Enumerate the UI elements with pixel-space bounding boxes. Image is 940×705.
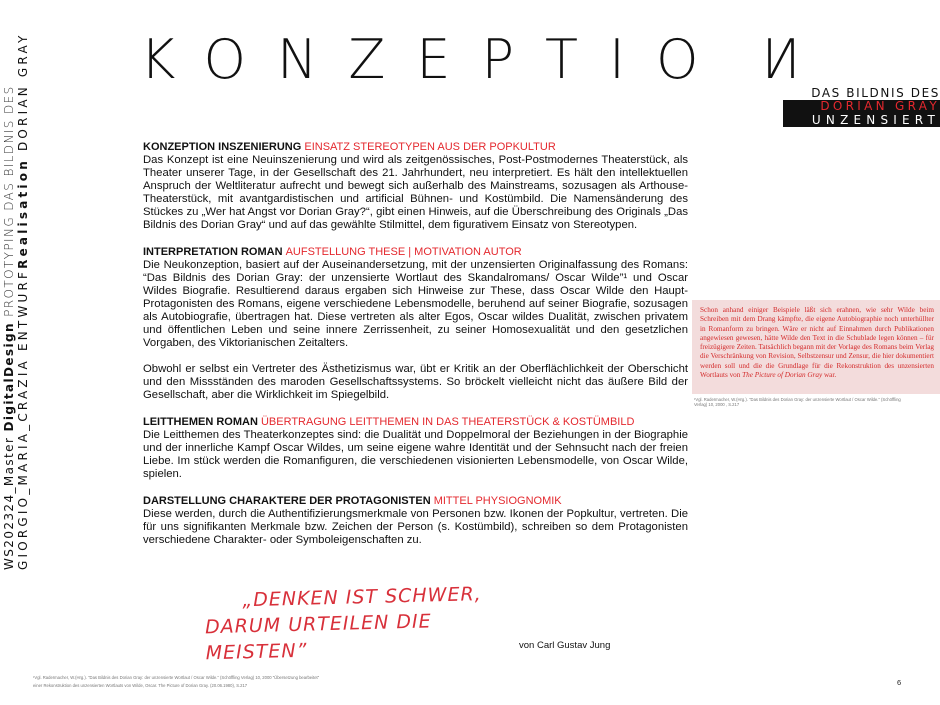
side-course-bold: DigitalDesign [2, 322, 16, 432]
section-darstellung [143, 495, 688, 547]
sidenote-quote: Schon anhand einiger Beispiele läßt sich erahnen, wie sehr Wilde beim Schreiben mit dem Drang kämpfte, die eigene Autobiographie noch unterhüllter in Romanform zu bringen. Wäre er nicht auf Einnahmen durch Publikationen angewiesen gewesen, hätte Wilde den Text in die Schublade legen können – für freizügigere Zeiten. Tatsächlich begann mit der Vorlage des Romans beim Verlag die Verschränkung von Revision, Selbstzensur und Zensur, die hier dokumentiert werden soll und die die Grundlage für die Rekonstruktion des unzensierten Wortlauts von The Picture of Dorian Gray war. [692, 300, 940, 394]
handwritten-quote [204, 580, 536, 667]
section-heading: KONZEPTION INSZENIERUNG EINSATZ STEREOTYPEN AUS DER POPKULTUR [143, 141, 556, 153]
badge-line-1: DAS BILDNIS DES [811, 86, 940, 100]
section-heading: LEITTHEMEN ROMAN ÜBERTRAGUNG LEITTHEMEN IN DAS THEATERSTÜCK & KOSTÜMBILD [143, 416, 635, 428]
section-leitthemen [143, 416, 688, 481]
main-text [143, 141, 688, 561]
quote-author: von Carl Gustav Jung [519, 640, 611, 651]
project-badge [783, 86, 940, 127]
page-title: KONZEPTION [140, 28, 801, 91]
side-subject: DORIAN GRAY [16, 32, 30, 159]
title-mirrored-letter: N [729, 28, 801, 91]
side-project: PROTOTYPING DAS BILDNIS DES [2, 85, 16, 323]
paragraph: Obwohl er selbst ein Vertreter des Ästhetizismus war, übt er Kritik an der Oberflächlichkeit der Oberschicht und den Missständen des maroden Gesellschaftssystems. So bröckelt vielleicht nicht das äußere Bild der Gesellschaft, aber die Wirklichkeit im Spiegelbild. [143, 363, 688, 401]
page-number: 6 [897, 678, 902, 687]
section-interpretation [143, 246, 688, 402]
vertical-side-label [2, 30, 30, 570]
paragraph: Das Konzept ist eine Neuinszenierung und wird als zeitgenössisches, Post-Postmodernes Theaterstück, als Theater unserer Tage, in der Gesellschaft des 21. Jahrhundert, neu interpretiert. Es hält den intellektuellen Anspruch der Weltliteratur aufrecht und bewegt sich außerhalb des Mainstreams, sozusagen als Arthouse-Theaterstück, mit avantgardistischen und artificial Bühnen- und Kostümbild. Die Namensänderung des Stückes zu „Wer hat Angst vor Dorian Gray?“, gibt einen Hinweis, auf die Überschreibung des Originals „Das Bildnis des Dorian Gray“ und auf das gewählte Stilmittel, dem figurativem Einsatz von Stereotypen. [143, 154, 688, 231]
footnote [33, 674, 453, 690]
section-heading: DARSTELLUNG CHARAKTERE DER PROTAGONISTEN MITTEL PHYSIOGNOMIK [143, 495, 562, 507]
footnote-line-2: einer Rekonstruktion des unzensierten Wortlauts von Wilde, Oscar. The Picture of Dorian Gray. (20.06.1980), S.217 [33, 683, 248, 688]
section-heading: INTERPRETATION ROMAN AUFSTELLUNG THESE | MOTIVATION AUTOR [143, 246, 522, 258]
section-accent: AUFSTELLUNG THESE | MOTIVATION AUTOR [285, 246, 522, 258]
paragraph: Diese werden, durch die Authentifizierungsmerkmale von Personen bzw. Ikonen der Popkultur, vertreten. Die für uns signifikanten Merkmale bzw. Zeichen der Person (s. Kostümbild), schreiben so dem Protagonisten verschiedene Charakter- oder Symboleigenschaften zu. [143, 508, 688, 546]
side-course: WS202324_Master [2, 431, 16, 570]
sidenote-book-title: The Picture of Dorian Gray [742, 371, 823, 380]
quote-line-2: DARUM URTEILEN DIE MEISTEN” [204, 610, 432, 665]
section-konzeption [143, 141, 688, 232]
footnote-line-1: ¹Vgl. Radermacher, W.(Hrg.). “Das Bildnis des Dorian Gray: der unzensierte Wortlaut / Oscar Wilde.” (Schöffling Verlag) 10, 2000 “Übersetzung bearbeitet” [33, 675, 320, 680]
section-accent: EINSATZ STEREOTYPEN AUS DER POPKULTUR [304, 141, 556, 153]
badge-line-2: DORIAN GRAY [783, 100, 940, 113]
side-author: GIORGIO_MARIA_CRAZIA ENTWURF [16, 268, 30, 570]
badge-line-3: UNZENSIERT [783, 113, 940, 127]
paragraph: Die Neukonzeption, basiert auf der Auseinandersetzung, mit der unzensierten Originalfassung des Romans: “Das Bildnis des Dorian Gray: der unzensierte Wortlaut des Skandalromans/ Oscar Wilde”¹ und Oscar Wildes Biografie. Resultierend daraus ergaben sich Hinweise zur These, dass Oscar Wilde den Haupt-Protagonisten des Romans, eigene verschiedene Lebensmodelle, beruhend auf seiner Biografie, sozusagen als Autobiografie, übertragen hat. Diese vertreten als alter Egos, Oscar wildes Dualität, zwischen privatem und öffentlichen Leben und seine innere Zerrissenheit, zu seiner Homosexualität und den gesetzlichen Vorgaben, des Viktorianischen Zeitalters. [143, 259, 688, 349]
section-accent: MITTEL PHYSIOGNOMIK [433, 495, 562, 507]
paragraph: Die Leitthemen des Theaterkonzeptes sind: die Dualität und Doppelmoral der Beziehungen in der Biographie und der innerliche Kampf Oscar Wildes, um seine eigene wahre Identität und der Sehnsucht nach der freien Liebe. Im stück werden die Romanfiguren, die verschiedenen visionierten Lebensmodelle, von Oscar Wilde, spielen. [143, 429, 688, 480]
sidenote-source: ¹Vgl. Radermacher, W.(Hrg.). “Das Bildnis des Dorian Gray: der unzensierte Wortlaut / Oscar Wilde.” (Schöffling Verlag) 10, 2000 , S.217 [694, 397, 901, 407]
side-phase-bold: Realisation [16, 158, 30, 269]
section-accent: ÜBERTRAGUNG LEITTHEMEN IN DAS THEATERSTÜCK & KOSTÜMBILD [260, 416, 635, 428]
quote-line-1: „DENKEN IST SCHWER, [242, 583, 482, 612]
